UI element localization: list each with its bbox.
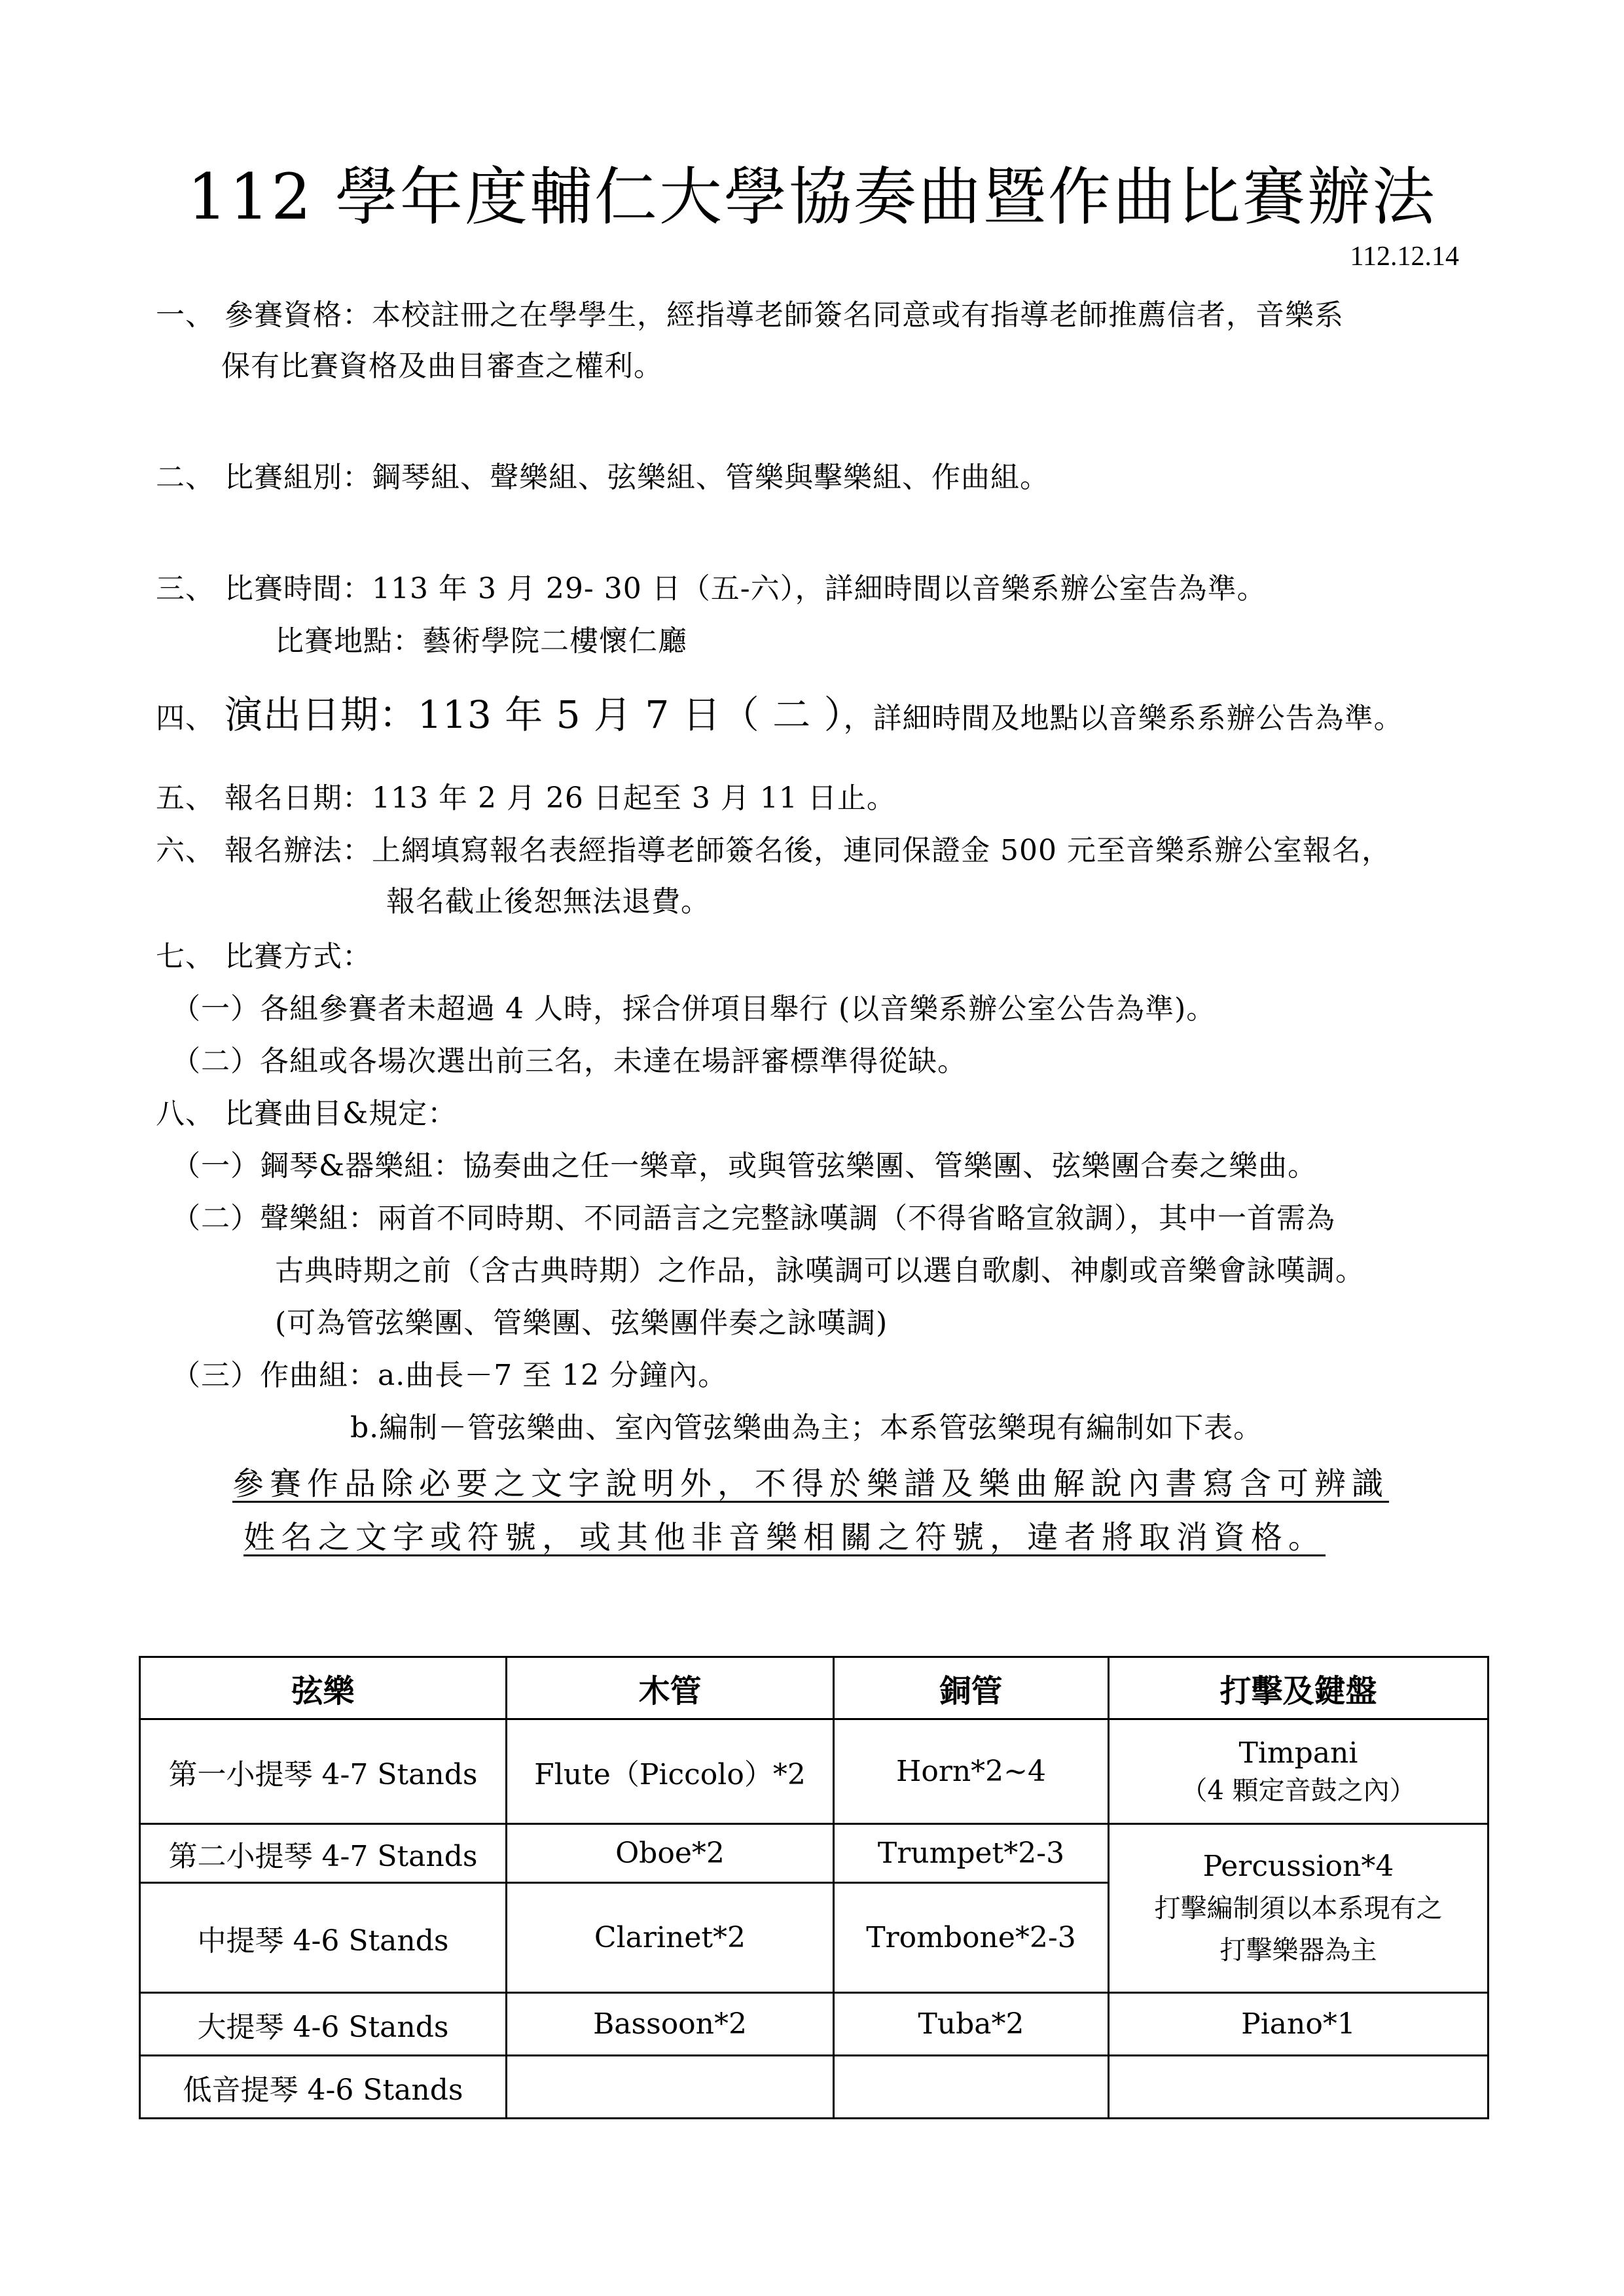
section-6-continued: 報名截止後恕無法退費。 [386, 885, 710, 918]
cell-oboe: Oboe*2 [507, 1824, 834, 1883]
section-6-text: 報名辦法：上網填寫報名表經指導老師簽名後，連同保證金 500 元至音樂系辦公室報名， [225, 834, 1391, 867]
section-4-label: 演出日期： [225, 692, 418, 737]
percussion-label: Percussion*4 [1202, 1849, 1394, 1883]
cell-empty [1109, 2056, 1489, 2119]
section-1 [156, 296, 1344, 335]
section-2 [156, 458, 1049, 497]
section-4 [156, 692, 1403, 738]
section-1-text: 參賽資格：本校註冊之在學學生，經指導老師簽名同意或有指導老師推薦信者，音樂系 [225, 298, 1344, 332]
table-row [140, 1824, 1489, 1883]
cell-percussion [1109, 1824, 1489, 1993]
table-row [140, 2056, 1489, 2119]
section-8-text: 比賽曲目&規定： [225, 1097, 458, 1130]
section-7-item-1: （一）各組參賽者未超過 4 人時，採合併項目舉行 (以音樂系辦公室公告為準)。 [171, 992, 1216, 1026]
section-8-item-1: （一）鋼琴&器樂組：協奏曲之任一樂章，或與管弦樂團、管樂團、弦樂團合奏之樂曲。 [171, 1149, 1318, 1183]
section-8-item-2: （二）聲樂組：兩首不同時期、不同語言之完整詠嘆調（不得省略宣敘調），其中一首需為 [171, 1202, 1335, 1235]
section-7 [156, 937, 372, 977]
table-header-row [140, 1657, 1489, 1719]
percussion-note-1: 打擊編制須以本系現有之 [1154, 1893, 1443, 1924]
cell-flute: Flute（Piccolo）*2 [507, 1719, 834, 1824]
cell-horn: Horn*2~4 [834, 1719, 1109, 1824]
table-row [140, 1993, 1489, 2056]
cell-timpani [1109, 1719, 1489, 1824]
cell-trombone: Trombone*2-3 [834, 1883, 1109, 1993]
header-woodwinds: 木管 [507, 1657, 834, 1719]
section-4-number: 四、 [156, 702, 215, 735]
section-2-text: 比賽組別：鋼琴組、聲樂組、弦樂組、管樂與擊樂組、作曲組。 [225, 461, 1049, 494]
section-8-number: 八、 [156, 1097, 215, 1130]
cell-violin-1: 第一小提琴 4-7 Stands [140, 1719, 507, 1824]
section-3-venue: 比賽地點：藝術學院二樓懷仁廳 [275, 624, 687, 658]
cell-empty [507, 2056, 834, 2119]
section-4-rest: ，詳細時間及地點以音樂系系辦公告為準。 [843, 702, 1403, 735]
cell-viola: 中提琴 4-6 Stands [140, 1883, 507, 1993]
cell-bassoon: Bassoon*2 [507, 1993, 834, 2056]
percussion-note-2: 打擊樂器為主 [1219, 1935, 1377, 1965]
section-3-number: 三、 [156, 572, 215, 605]
section-5 [156, 779, 896, 818]
section-8-item-2-continued: 古典時期之前（含古典時期）之作品，詠嘆調可以選自歌劇、神劇或音樂會詠嘆調。 [275, 1254, 1365, 1287]
notice-line-2: 姓名之文字或符號，或其他非音樂相關之符號，違者將取消資格。 [244, 1519, 1326, 1556]
section-8-item-2-note: (可為管弦樂團、管樂團、弦樂團伴奏之詠嘆調) [275, 1306, 888, 1340]
section-7-item-2: （二）各組或各場次選出前三名，未達在場評審標準得從缺。 [171, 1045, 967, 1078]
cell-cello: 大提琴 4-6 Stands [140, 1993, 507, 2056]
timpani-label: Timpani [1238, 1736, 1358, 1770]
table-row [140, 1719, 1489, 1824]
section-6 [156, 831, 1391, 870]
cell-double-bass: 低音提琴 4-6 Stands [140, 2056, 507, 2119]
document-date: 112.12.14 [1350, 242, 1459, 272]
cell-piano: Piano*1 [1109, 1993, 1489, 2056]
section-5-text: 報名日期：113 年 2 月 26 日起至 3 月 11 日止。 [225, 781, 896, 815]
orchestra-table [139, 1656, 1489, 2119]
document-title: 112 學年度輔仁大學協奏曲暨作曲比賽辦法 [187, 160, 1437, 234]
notice-line-1: 參賽作品除必要之文字說明外，不得於樂譜及樂曲解說內書寫含可辨識 [232, 1465, 1390, 1502]
cell-empty [834, 2056, 1109, 2119]
section-8-item-3-instrumentation: b.編制－管弦樂曲、室內管弦樂曲為主；本系管弦樂現有編制如下表。 [350, 1411, 1263, 1444]
header-strings: 弦樂 [140, 1657, 507, 1719]
section-5-number: 五、 [156, 781, 215, 815]
cell-violin-2: 第二小提琴 4-7 Stands [140, 1824, 507, 1883]
section-8 [156, 1094, 457, 1134]
section-8-item-3: （三）作曲組：a.曲長－7 至 12 分鐘內。 [171, 1359, 728, 1392]
section-6-number: 六、 [156, 834, 215, 867]
cell-clarinet: Clarinet*2 [507, 1883, 834, 1993]
section-1-number: 一、 [156, 298, 215, 332]
cell-tuba: Tuba*2 [834, 1993, 1109, 2056]
timpani-note: （4 顆定音鼓之內） [1181, 1775, 1416, 1806]
section-3 [156, 569, 1267, 609]
header-percussion-keyboard: 打擊及鍵盤 [1109, 1657, 1489, 1719]
section-3-text: 比賽時間：113 年 3 月 29- 30 日（五-六），詳細時間以音樂系辦公室告為準。 [225, 572, 1267, 605]
section-1-continued: 保有比賽資格及曲目審查之權利。 [221, 350, 663, 383]
header-brass: 銅管 [834, 1657, 1109, 1719]
cell-trumpet: Trumpet*2-3 [834, 1824, 1109, 1883]
section-2-number: 二、 [156, 461, 215, 494]
section-4-date: 113 年 5 月 7 日（ 二 ） [418, 692, 844, 737]
section-7-text: 比賽方式： [225, 940, 372, 973]
section-7-number: 七、 [156, 940, 215, 973]
